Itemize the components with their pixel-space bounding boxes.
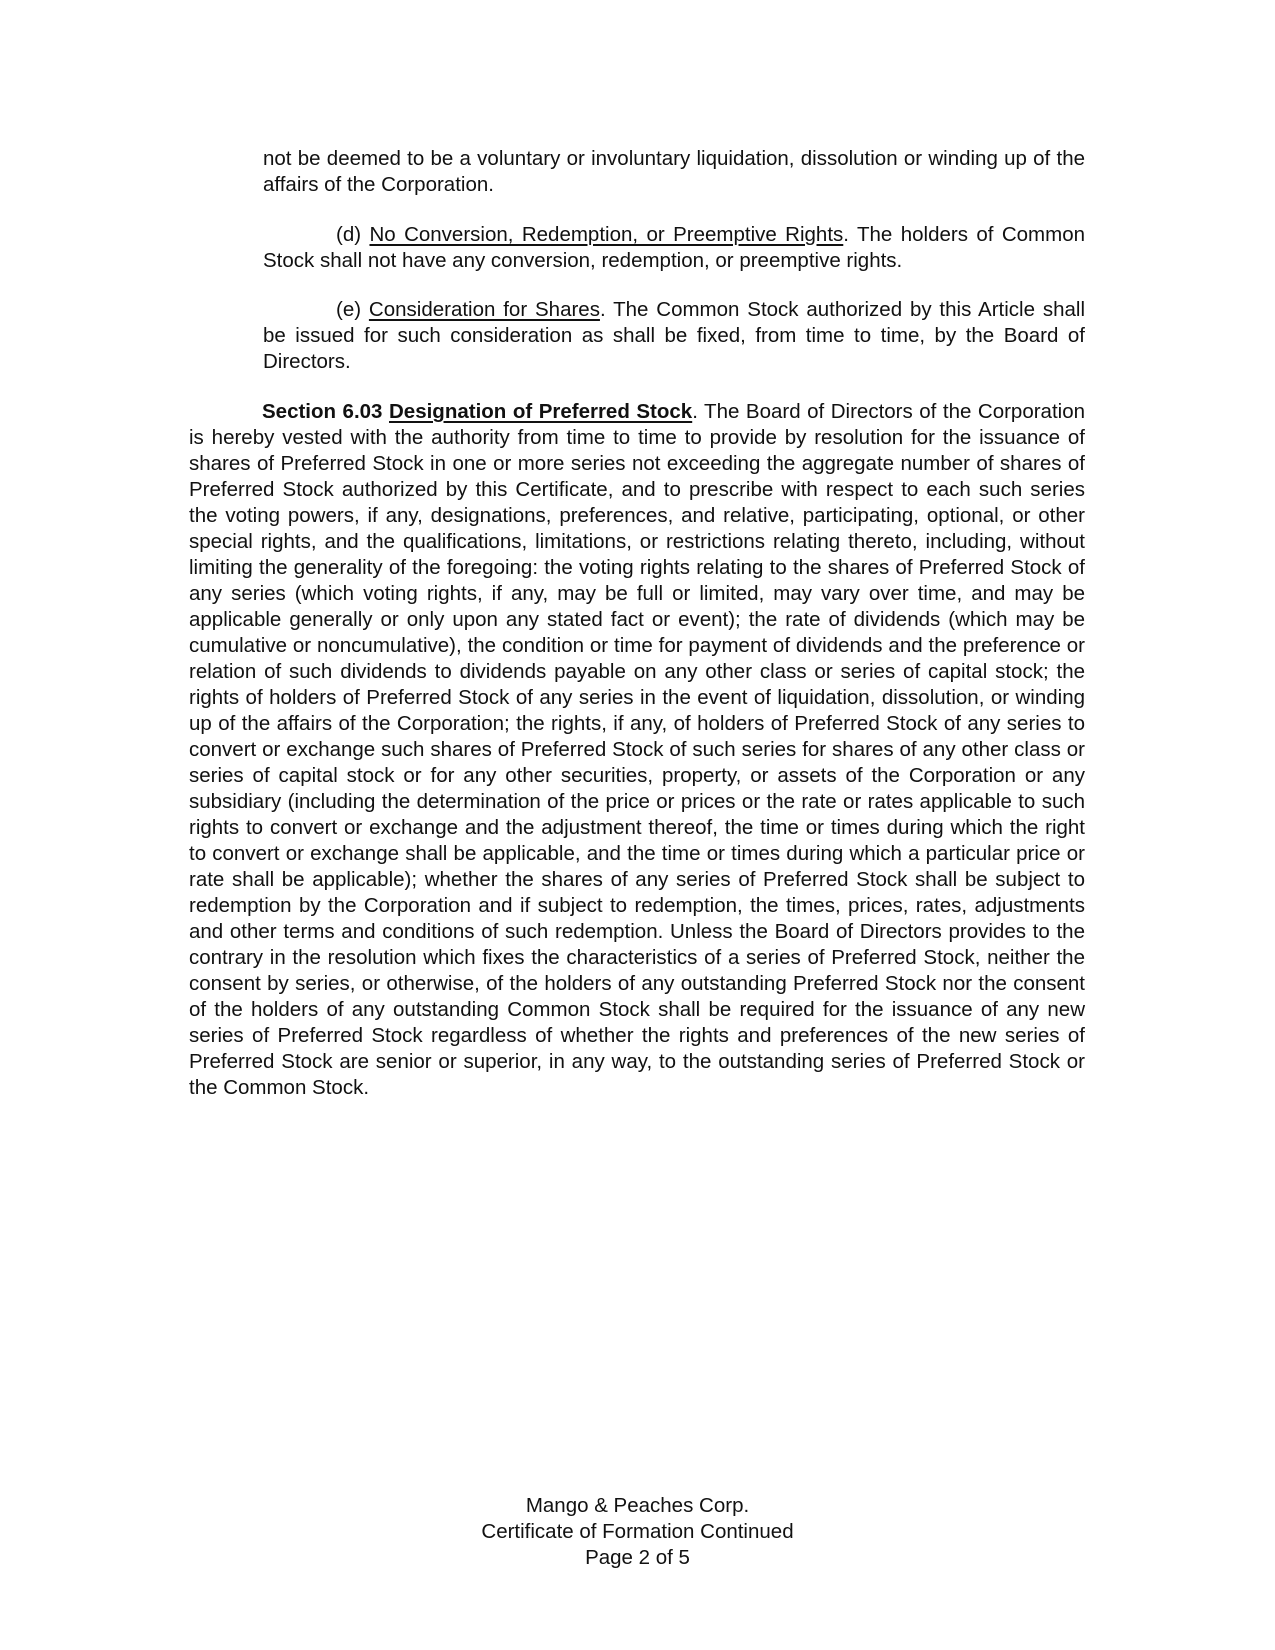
- page-footer: [0, 1493, 1275, 1571]
- continuation-paragraph: [263, 146, 1085, 198]
- paragraph-e-text: . The Common Stock authorized by this Article shall be issued for such consideration as shall be fixed, from time to time, by the Board of Directors.: [263, 298, 1085, 373]
- section-heading: Designation of Preferred Stock: [389, 400, 693, 423]
- paragraph-d-text: . The holders of Common Stock shall not have any conversion, redemption, or preemptive rights.: [263, 223, 1085, 272]
- footer-page-number: Page 2 of 5: [585, 1546, 690, 1569]
- section-text: . The Board of Directors of the Corporation is hereby vested with the authority from time to time to provide by resolution for the issuance of shares of Preferred Stock in one or more series not exceeding the aggregate number of shares of Preferred Stock authorized by this Certificate, and to prescribe with respect to each such series the voting powers, if any, designations, preferences, and relative, participating, optional, or other special rights, and the qualifications, limitations, or restrictions relating thereto, including, without limiting the generality of the foregoing: the voting rights relating to the shares of Preferred Stock of any series (which voting rights, if any, may be full or limited, may vary over time, and may be applicable generally or only upon any stated fact or event); the rate of dividends (which may be cumulative or noncumulative), the condition or time for payment of dividends and the preference or relation of such dividends to dividends payable on any other class or series of capital stock; the rights of holders of Preferred Stock of any series in the event of liquidation, dissolution, or winding up of the affairs of the Corporation; the rights, if any, of holders of Preferred Stock of any series to convert or exchange such shares of Preferred Stock of such series for shares of any other class or series of capital stock or for any other securities, property, or assets of the Corporation or any subsidiary (including the determination of the price or prices or the rate or rates applicable to such rights to convert or exchange and the adjustment thereof, the time or times during which the right to convert or exchange shall be applicable, and the time or times during which a particular price or rate shall be applicable); whether the shares of any series of Preferred Stock shall be subject to redemption by the Corporation and if subject to redemption, the times, prices, rates, adjustments and other terms and conditions of such redemption. Unless the Board of Directors provides to the contrary in the resolution which fixes the characteristics of a series of Preferred Stock, neither the consent by series, or otherwise, of the holders of any outstanding Preferred Stock nor the consent of the holders of any outstanding Common Stock shall be required for the issuance of any new series of Preferred Stock regardless of whether the rights and preferences of the new series of Preferred Stock are senior or superior, in any way, to the outstanding series of Preferred Stock or the Common Stock.: [189, 400, 1086, 1099]
- footer-document-title: Certificate of Formation Continued: [481, 1520, 794, 1543]
- paragraph-d: [263, 222, 1085, 274]
- paragraph-d-heading: No Conversion, Redemption, or Preemptive Rights: [369, 223, 844, 246]
- paragraph-e: [263, 297, 1085, 375]
- section-6-03-paragraph: [189, 399, 1085, 1101]
- continuation-text: not be deemed to be a voluntary or involuntary liquidation, dissolution or winding up of the affairs of the Corporation.: [263, 147, 1085, 196]
- footer-company: Mango & Peaches Corp.: [525, 1494, 750, 1517]
- paragraph-e-heading: Consideration for Shares: [368, 298, 600, 321]
- paragraph-d-label: (d): [336, 223, 362, 246]
- paragraph-e-label: (e): [336, 298, 362, 321]
- section-number: Section 6.03: [262, 400, 383, 423]
